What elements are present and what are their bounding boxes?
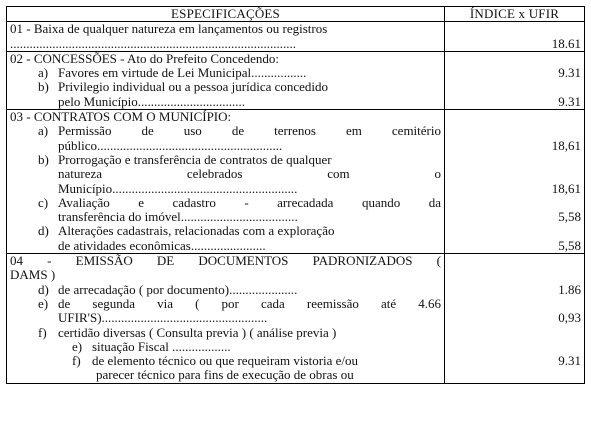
table-row [7,51,585,109]
table-header-row [7,7,585,22]
item-key: d) [38,282,49,297]
section-01-description [7,22,445,52]
section-03-item-a-value: 18,61 [551,138,581,153]
item-key: e) [38,296,49,311]
table-row [7,22,585,52]
item-text: de segunda via ( por cada reemissão até 4.66 [58,296,441,311]
item-key: b) [38,152,49,167]
item-key: a) [38,124,49,139]
section-03-item-b-value: 18,61 [551,181,581,196]
section-03-item-a-line-2: público......................................................... [58,138,283,153]
table-row [7,254,585,384]
item-key: f) [72,354,81,369]
item-text: Privilegio individual ou a pessoa jurídica concedido [58,80,329,95]
item-text: Favores em virtude de Lei Municipal................. [58,66,307,81]
section-04-title-line-2: DAMS ) [10,268,56,283]
specifications-header: ESPECIFICAÇÕES [7,7,445,22]
section-03-item-a [10,124,441,138]
section-03-title: 03 - CONTRATOS COM O MUNICÍPIO: [10,110,232,125]
item-text: certidão diversas ( Consulta previa ) ( análise previa ) [58,325,337,340]
section-02-item-a [10,66,441,80]
section-03-item-b-line-2: natureza celebrados com o [58,167,441,182]
section-04-title-line-1: 04 - EMISSÃO DE DOCUMENTOS PADRONIZADOS ( [10,254,441,269]
section-04-description [7,254,445,384]
section-04-item-e [10,297,441,311]
section-04-subitem-f-value: 9.31 [558,354,581,369]
section-03-values [445,110,585,254]
item-key: a) [38,66,49,81]
section-04-subitem-e [10,340,441,354]
section-04-item-f [10,326,441,340]
section-02-item-a-value: 9.31 [558,66,581,81]
item-key: f) [38,325,47,340]
item-text: de elemento técnico ou que requeiram vistoria e/ou [92,354,359,369]
section-04-subitem-f-line-2: parecer técnico para fins de execução de obras ou [96,368,354,383]
item-text: de arrecadação ( por documento)..................... [58,282,298,297]
item-text: Prorrogação e transferência de contratos de qualquer [58,152,332,167]
item-key: d) [38,224,49,239]
section-04-item-e-value: 0,93 [558,311,581,326]
section-03-item-c-value: 5,58 [558,210,581,225]
section-03-item-d [10,224,441,238]
section-04-subitem-f [10,354,441,368]
item-text: Avaliação e cadastro - arrecadada quando da [58,195,441,210]
table-row [7,110,585,254]
section-02-item-b-value: 9.31 [558,94,581,109]
section-03-item-b-line-3: Município......................................................... [58,181,298,196]
section-02-item-b-line-2: pelo Município................................. [58,94,246,109]
section-01-value: 18.61 [445,22,585,52]
item-text: Alterações cadastrais, relacionadas com a exploração [58,224,335,239]
item-key: e) [72,339,83,354]
section-03-description [7,110,445,254]
section-02-title: 02 - CONCESSÕES - Ato do Prefeito Concedendo: [10,51,280,66]
section-03-item-b [10,153,441,167]
section-04-item-e-line-2: UFIR'S)................................................... [58,311,268,326]
section-02-values [445,51,585,109]
section-01-line-2: ........................................................................................ [10,36,296,51]
section-01-line-1: 01 - Baixa de qualquer natureza em lançamentos ou registros [10,22,328,37]
section-03-item-c-line-2: transferência do imóvel.................................... [58,210,298,225]
item-text: Permissão de uso de terrenos em cemitério [58,124,441,139]
item-key: b) [38,80,49,95]
index-ufir-header: ÍNDICE x UFIR [445,7,585,22]
section-04-values [445,254,585,384]
section-03-item-d-value: 5,58 [558,238,581,253]
fees-table [6,6,585,384]
section-03-item-c [10,196,441,210]
section-02-description [7,51,445,109]
item-key: c) [38,195,49,210]
section-04-item-d-value: 1.86 [558,282,581,297]
section-02-item-b [10,80,441,94]
section-04-item-d [10,283,441,297]
section-03-item-d-line-2: de atividades econômicas....................... [58,238,266,253]
item-text: situação Fiscal .................. [92,339,231,354]
